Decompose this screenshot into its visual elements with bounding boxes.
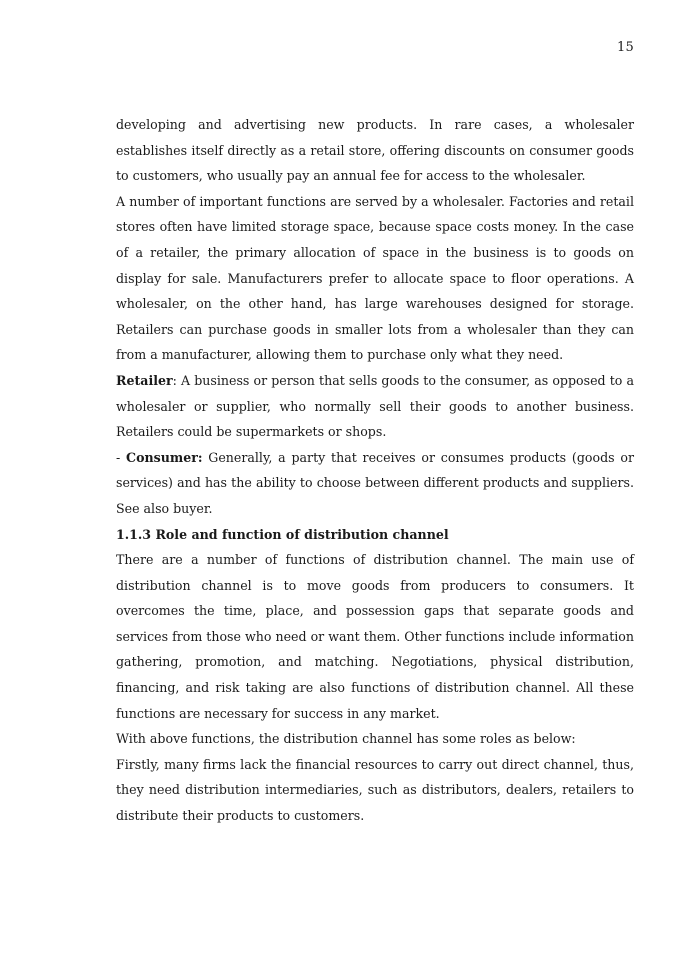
consumer-term: Consumer: (126, 449, 203, 465)
retailer-term: Retailer (116, 372, 173, 388)
paragraph-channel-functions: There are a number of functions of distribution channel. The main use of distribution channel is to move goods from producers to consumers. It overcomes the time, place, and possession gaps that separate goods and services from those who need or want them. Other functions include information gathering, promotion, and matching. Negotiations, physical distribution, financing, and risk taking are also functions of distribution channel. All these functions are necessary for success in any market. (116, 552, 634, 721)
retailer-definition-text: : A business or person that sells goods to the consumer, as opposed to a wholesaler or supplier, who normally sell their goods to another business. Retailers could be supermarkets or shops. (116, 372, 634, 440)
paragraph-firstly: Firstly, many firms lack the financial resources to carry out direct channel, thus, they need distribution intermediaries, such as distributors, dealers, retailers to distribute their products to customers. (116, 756, 634, 824)
paragraph-consumer-definition (116, 445, 634, 522)
consumer-dash: - (116, 449, 127, 465)
paragraph-wholesaler-products: developing and advertising new products. In rare cases, a wholesaler establishes itself directly as a retail store, offering discounts on consumer goods to customers, who usually pay an annual fee for access to the wholesaler. (116, 117, 634, 184)
page-number: 15 (617, 40, 634, 55)
document-body (116, 112, 634, 829)
consumer-definition-text: Generally, a party that receives or consumes products (goods or services) and has the ability to choose between different products and suppliers. See also buyer. (116, 449, 634, 516)
paragraph-channel-roles-intro: With above functions, the distribution channel has some roles as below: (116, 731, 576, 747)
paragraph-retailer-definition (116, 368, 634, 445)
section-heading: 1.1.3 Role and function of distribution channel (116, 526, 449, 542)
paragraph-wholesaler-functions: A number of important functions are served by a wholesaler. Factories and retail stores often have limited storage space, because space costs money. In the case of a retailer, the primary allocation of space in the business is to goods on display for sale. Manufacturers prefer to allocate space to floor operations. A wholesaler, on the other hand, has large warehouses designed for storage. Retailers can purchase goods in smaller lots from a wholesaler than they can from a manufacturer, allowing them to purchase only what they need. (116, 193, 634, 363)
